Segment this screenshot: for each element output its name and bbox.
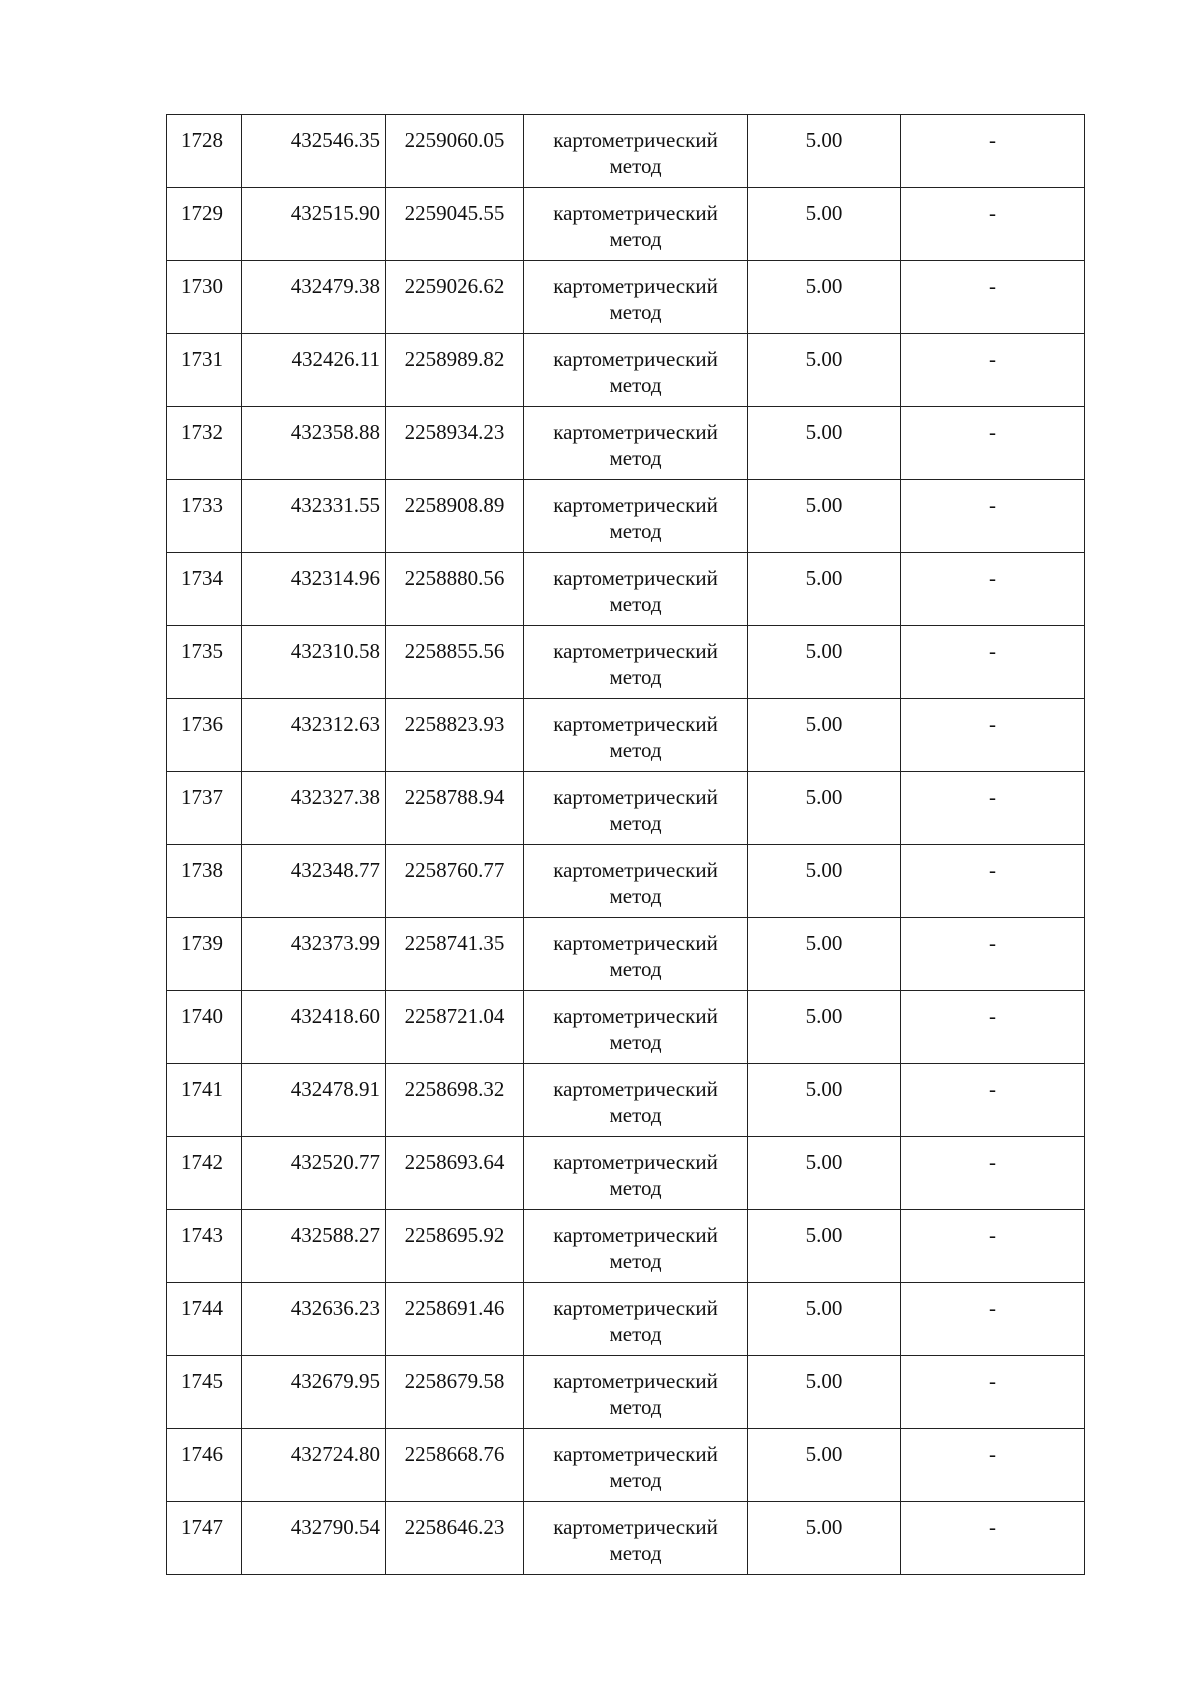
x-coordinate-cell: 432479.38 bbox=[242, 261, 386, 334]
x-coordinate-cell: 432426.11 bbox=[242, 334, 386, 407]
x-coordinate-cell: 432636.23 bbox=[242, 1283, 386, 1356]
method-text-line-1: картометрический bbox=[553, 931, 718, 955]
table-row bbox=[167, 480, 1085, 553]
x-coordinate-cell: 432310.58 bbox=[242, 626, 386, 699]
table-row bbox=[167, 1283, 1085, 1356]
method-cell bbox=[524, 699, 748, 772]
accuracy-cell: 5.00 bbox=[748, 553, 901, 626]
point-number-cell: 1734 bbox=[167, 553, 242, 626]
point-number-cell: 1735 bbox=[167, 626, 242, 699]
point-number-cell: 1737 bbox=[167, 772, 242, 845]
method-text-line-2: метод bbox=[609, 592, 662, 616]
method-text-line-1: картометрический bbox=[553, 785, 718, 809]
method-cell bbox=[524, 334, 748, 407]
method-text-line-2: метод bbox=[609, 811, 662, 835]
method-cell bbox=[524, 553, 748, 626]
x-coordinate-cell: 432724.80 bbox=[242, 1429, 386, 1502]
accuracy-cell: 5.00 bbox=[748, 1502, 901, 1575]
method-cell bbox=[524, 918, 748, 991]
description-cell: - bbox=[901, 553, 1085, 626]
table-row bbox=[167, 188, 1085, 261]
method-text-line-1: картометрический bbox=[553, 1077, 718, 1101]
method-cell bbox=[524, 1356, 748, 1429]
method-cell bbox=[524, 1429, 748, 1502]
method-text-line-1: картометрический bbox=[553, 493, 718, 517]
table-row bbox=[167, 918, 1085, 991]
accuracy-cell: 5.00 bbox=[748, 1356, 901, 1429]
point-number-cell: 1747 bbox=[167, 1502, 242, 1575]
table-row bbox=[167, 261, 1085, 334]
method-text-line-2: метод bbox=[609, 1103, 662, 1127]
method-text-line-2: метод bbox=[609, 519, 662, 543]
point-number-cell: 1739 bbox=[167, 918, 242, 991]
y-coordinate-cell: 2259045.55 bbox=[386, 188, 524, 261]
method-text-line-1: картометрический bbox=[553, 858, 718, 882]
description-cell: - bbox=[901, 626, 1085, 699]
method-text-line-2: метод bbox=[609, 1249, 662, 1273]
method-text-line-2: метод bbox=[609, 227, 662, 251]
y-coordinate-cell: 2258698.32 bbox=[386, 1064, 524, 1137]
accuracy-cell: 5.00 bbox=[748, 991, 901, 1064]
method-cell bbox=[524, 1283, 748, 1356]
point-number-cell: 1729 bbox=[167, 188, 242, 261]
table-row bbox=[167, 1137, 1085, 1210]
y-coordinate-cell: 2258880.56 bbox=[386, 553, 524, 626]
description-cell: - bbox=[901, 1283, 1085, 1356]
table-row bbox=[167, 1210, 1085, 1283]
method-text-line-1: картометрический bbox=[553, 347, 718, 371]
accuracy-cell: 5.00 bbox=[748, 1283, 901, 1356]
x-coordinate-cell: 432515.90 bbox=[242, 188, 386, 261]
point-number-cell: 1733 bbox=[167, 480, 242, 553]
y-coordinate-cell: 2258668.76 bbox=[386, 1429, 524, 1502]
method-text-line-1: картометрический bbox=[553, 1369, 718, 1393]
method-cell bbox=[524, 772, 748, 845]
y-coordinate-cell: 2258788.94 bbox=[386, 772, 524, 845]
table-row bbox=[167, 991, 1085, 1064]
method-cell bbox=[524, 115, 748, 188]
accuracy-cell: 5.00 bbox=[748, 772, 901, 845]
method-text-line-2: метод bbox=[609, 1322, 662, 1346]
accuracy-cell: 5.00 bbox=[748, 115, 901, 188]
x-coordinate-cell: 432327.38 bbox=[242, 772, 386, 845]
point-number-cell: 1741 bbox=[167, 1064, 242, 1137]
method-text-line-2: метод bbox=[609, 1541, 662, 1565]
method-text-line-1: картометрический bbox=[553, 274, 718, 298]
point-number-cell: 1742 bbox=[167, 1137, 242, 1210]
description-cell: - bbox=[901, 772, 1085, 845]
method-text-line-1: картометрический bbox=[553, 1223, 718, 1247]
x-coordinate-cell: 432790.54 bbox=[242, 1502, 386, 1575]
point-number-cell: 1740 bbox=[167, 991, 242, 1064]
method-text-line-1: картометрический bbox=[553, 1442, 718, 1466]
method-text-line-2: метод bbox=[609, 665, 662, 689]
x-coordinate-cell: 432312.63 bbox=[242, 699, 386, 772]
method-text-line-1: картометрический bbox=[553, 712, 718, 736]
coordinates-table bbox=[166, 114, 1085, 1575]
method-text-line-1: картометрический bbox=[553, 566, 718, 590]
y-coordinate-cell: 2258646.23 bbox=[386, 1502, 524, 1575]
method-text-line-1: картометрический bbox=[553, 1296, 718, 1320]
description-cell: - bbox=[901, 918, 1085, 991]
y-coordinate-cell: 2259060.05 bbox=[386, 115, 524, 188]
y-coordinate-cell: 2258721.04 bbox=[386, 991, 524, 1064]
accuracy-cell: 5.00 bbox=[748, 1210, 901, 1283]
accuracy-cell: 5.00 bbox=[748, 261, 901, 334]
point-number-cell: 1728 bbox=[167, 115, 242, 188]
table-row bbox=[167, 772, 1085, 845]
method-cell bbox=[524, 1137, 748, 1210]
table-row bbox=[167, 1356, 1085, 1429]
description-cell: - bbox=[901, 991, 1085, 1064]
table-row bbox=[167, 626, 1085, 699]
coordinates-table-body bbox=[167, 115, 1085, 1575]
method-cell bbox=[524, 1064, 748, 1137]
y-coordinate-cell: 2258760.77 bbox=[386, 845, 524, 918]
method-text-line-2: метод bbox=[609, 1030, 662, 1054]
method-cell bbox=[524, 626, 748, 699]
method-cell bbox=[524, 991, 748, 1064]
table-row bbox=[167, 845, 1085, 918]
method-text-line-2: метод bbox=[609, 154, 662, 178]
accuracy-cell: 5.00 bbox=[748, 918, 901, 991]
accuracy-cell: 5.00 bbox=[748, 1064, 901, 1137]
method-text-line-1: картометрический bbox=[553, 128, 718, 152]
x-coordinate-cell: 432373.99 bbox=[242, 918, 386, 991]
description-cell: - bbox=[901, 334, 1085, 407]
point-number-cell: 1743 bbox=[167, 1210, 242, 1283]
description-cell: - bbox=[901, 1064, 1085, 1137]
method-cell bbox=[524, 407, 748, 480]
method-cell bbox=[524, 261, 748, 334]
accuracy-cell: 5.00 bbox=[748, 407, 901, 480]
table-row bbox=[167, 407, 1085, 480]
accuracy-cell: 5.00 bbox=[748, 334, 901, 407]
table-row bbox=[167, 699, 1085, 772]
description-cell: - bbox=[901, 699, 1085, 772]
point-number-cell: 1731 bbox=[167, 334, 242, 407]
method-text-line-2: метод bbox=[609, 300, 662, 324]
accuracy-cell: 5.00 bbox=[748, 699, 901, 772]
method-text-line-2: метод bbox=[609, 884, 662, 908]
point-number-cell: 1730 bbox=[167, 261, 242, 334]
method-cell bbox=[524, 480, 748, 553]
description-cell: - bbox=[901, 1356, 1085, 1429]
description-cell: - bbox=[901, 115, 1085, 188]
method-text-line-2: метод bbox=[609, 738, 662, 762]
table-row bbox=[167, 1064, 1085, 1137]
method-text-line-1: картометрический bbox=[553, 201, 718, 225]
description-cell: - bbox=[901, 407, 1085, 480]
table-row bbox=[167, 334, 1085, 407]
y-coordinate-cell: 2258741.35 bbox=[386, 918, 524, 991]
accuracy-cell: 5.00 bbox=[748, 1429, 901, 1502]
method-text-line-1: картометрический bbox=[553, 420, 718, 444]
accuracy-cell: 5.00 bbox=[748, 626, 901, 699]
y-coordinate-cell: 2258908.89 bbox=[386, 480, 524, 553]
method-text-line-1: картометрический bbox=[553, 1515, 718, 1539]
description-cell: - bbox=[901, 188, 1085, 261]
description-cell: - bbox=[901, 1502, 1085, 1575]
x-coordinate-cell: 432358.88 bbox=[242, 407, 386, 480]
point-number-cell: 1746 bbox=[167, 1429, 242, 1502]
method-cell bbox=[524, 188, 748, 261]
x-coordinate-cell: 432331.55 bbox=[242, 480, 386, 553]
y-coordinate-cell: 2258691.46 bbox=[386, 1283, 524, 1356]
description-cell: - bbox=[901, 845, 1085, 918]
y-coordinate-cell: 2259026.62 bbox=[386, 261, 524, 334]
accuracy-cell: 5.00 bbox=[748, 480, 901, 553]
method-text-line-2: метод bbox=[609, 1176, 662, 1200]
x-coordinate-cell: 432314.96 bbox=[242, 553, 386, 626]
table-row bbox=[167, 1502, 1085, 1575]
method-cell bbox=[524, 845, 748, 918]
y-coordinate-cell: 2258855.56 bbox=[386, 626, 524, 699]
method-text-line-2: метод bbox=[609, 446, 662, 470]
table-row bbox=[167, 553, 1085, 626]
x-coordinate-cell: 432546.35 bbox=[242, 115, 386, 188]
point-number-cell: 1738 bbox=[167, 845, 242, 918]
description-cell: - bbox=[901, 1429, 1085, 1502]
method-text-line-2: метод bbox=[609, 957, 662, 981]
method-text-line-1: картометрический bbox=[553, 1150, 718, 1174]
x-coordinate-cell: 432679.95 bbox=[242, 1356, 386, 1429]
point-number-cell: 1744 bbox=[167, 1283, 242, 1356]
accuracy-cell: 5.00 bbox=[748, 188, 901, 261]
x-coordinate-cell: 432588.27 bbox=[242, 1210, 386, 1283]
y-coordinate-cell: 2258934.23 bbox=[386, 407, 524, 480]
y-coordinate-cell: 2258695.92 bbox=[386, 1210, 524, 1283]
y-coordinate-cell: 2258989.82 bbox=[386, 334, 524, 407]
method-text-line-2: метод bbox=[609, 1468, 662, 1492]
description-cell: - bbox=[901, 480, 1085, 553]
method-text-line-2: метод bbox=[609, 373, 662, 397]
description-cell: - bbox=[901, 1210, 1085, 1283]
y-coordinate-cell: 2258823.93 bbox=[386, 699, 524, 772]
table-row bbox=[167, 115, 1085, 188]
method-cell bbox=[524, 1210, 748, 1283]
method-text-line-2: метод bbox=[609, 1395, 662, 1419]
method-cell bbox=[524, 1502, 748, 1575]
point-number-cell: 1745 bbox=[167, 1356, 242, 1429]
x-coordinate-cell: 432478.91 bbox=[242, 1064, 386, 1137]
x-coordinate-cell: 432418.60 bbox=[242, 991, 386, 1064]
y-coordinate-cell: 2258679.58 bbox=[386, 1356, 524, 1429]
y-coordinate-cell: 2258693.64 bbox=[386, 1137, 524, 1210]
point-number-cell: 1732 bbox=[167, 407, 242, 480]
description-cell: - bbox=[901, 261, 1085, 334]
description-cell: - bbox=[901, 1137, 1085, 1210]
point-number-cell: 1736 bbox=[167, 699, 242, 772]
method-text-line-1: картометрический bbox=[553, 1004, 718, 1028]
accuracy-cell: 5.00 bbox=[748, 845, 901, 918]
table-row bbox=[167, 1429, 1085, 1502]
x-coordinate-cell: 432348.77 bbox=[242, 845, 386, 918]
x-coordinate-cell: 432520.77 bbox=[242, 1137, 386, 1210]
method-text-line-1: картометрический bbox=[553, 639, 718, 663]
accuracy-cell: 5.00 bbox=[748, 1137, 901, 1210]
